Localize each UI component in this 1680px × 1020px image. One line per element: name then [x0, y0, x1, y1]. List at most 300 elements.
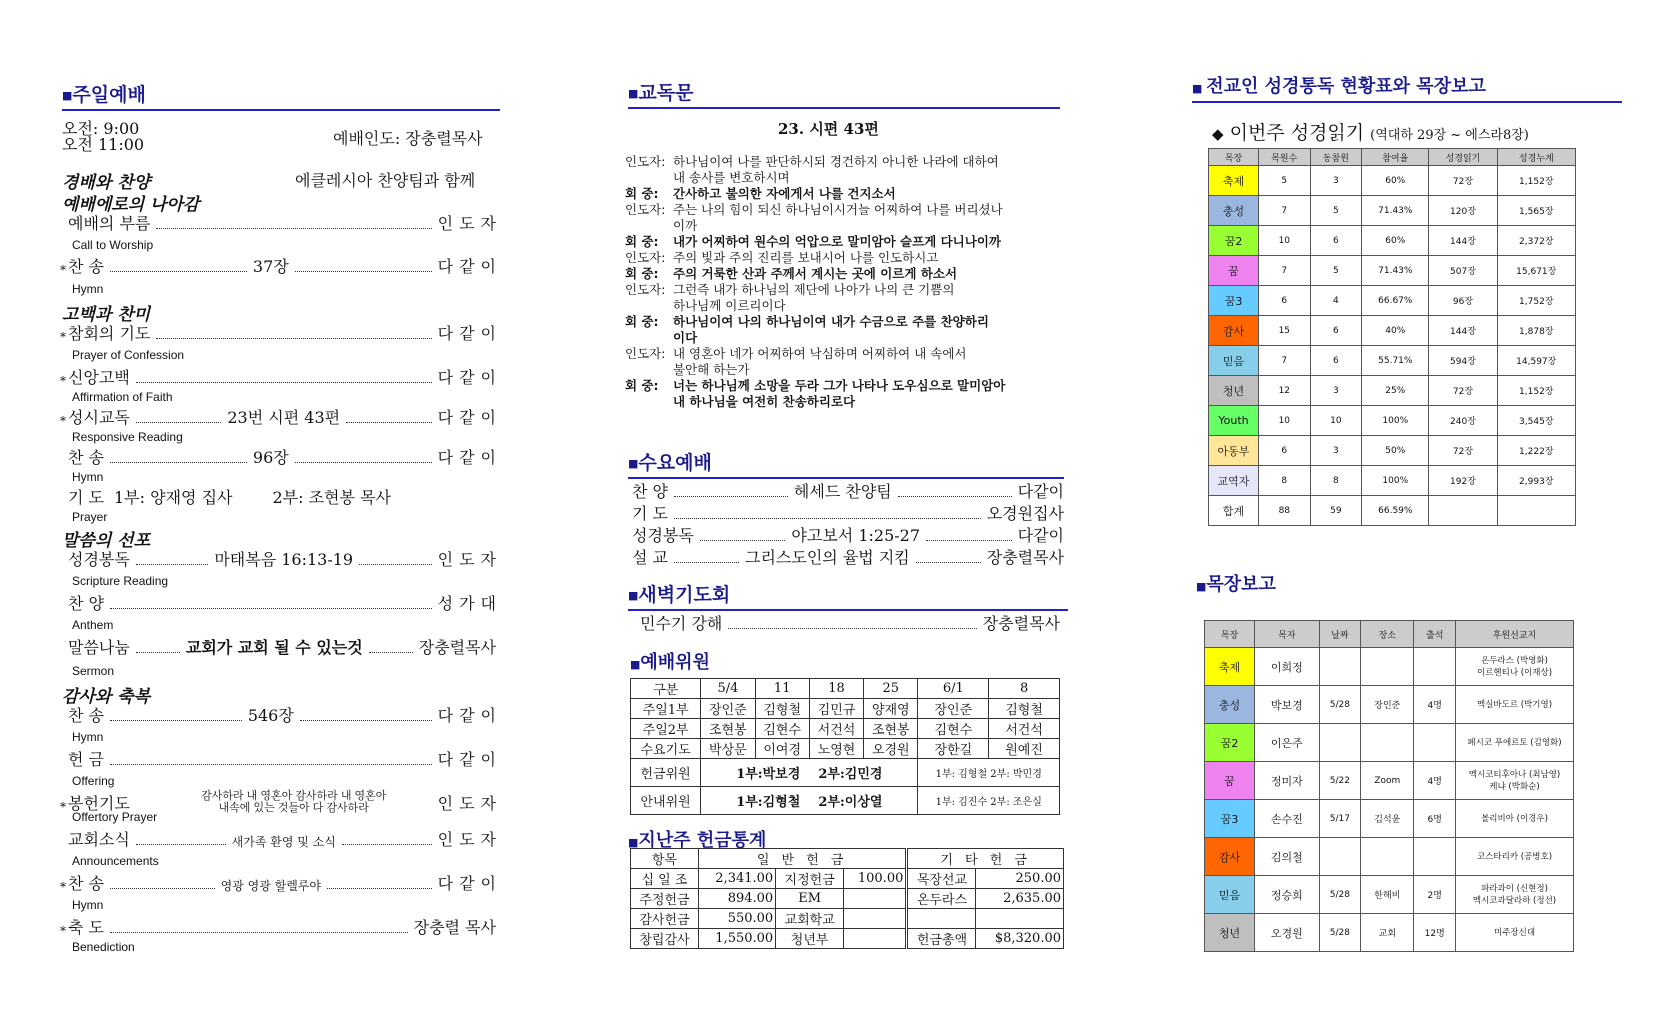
column-header: 목장 — [1209, 149, 1259, 166]
mission-cell — [1456, 762, 1574, 800]
cell-name: 충성 — [1205, 686, 1255, 724]
eng-prayer: Prayer — [72, 510, 108, 524]
mission-1: 멕실바도르 (박기영) — [1476, 699, 1553, 710]
table-cell: 헌금위원 — [631, 759, 701, 787]
table-cell: 5/28 — [1319, 876, 1361, 914]
table-row — [631, 849, 1064, 869]
table-cell: 2,341.00 — [698, 869, 775, 889]
table-cell: 주정헌금 — [631, 889, 699, 909]
order-call-to-worship: 예배의 부름 인도자 — [68, 214, 502, 233]
praise-team: 에클레시아 찬양팀과 함께 — [295, 171, 476, 190]
table-row — [631, 699, 1060, 719]
mission-1: 미주장신대 — [1493, 927, 1536, 938]
wed-leader: 다같이 — [1017, 526, 1064, 545]
table-cell: 장한길 — [918, 739, 989, 759]
eng-announcements: Announcements — [72, 854, 159, 868]
eng-sermon: Sermon — [72, 664, 115, 678]
table-row — [1209, 149, 1576, 166]
reading-text-cont: 이까 — [673, 218, 698, 233]
table-cell: 노영현 — [809, 739, 863, 759]
table-cell: 12 — [1259, 376, 1311, 406]
table-row — [631, 909, 1064, 929]
mission-2: 케냐 (박화순) — [1489, 781, 1540, 792]
table-cell — [907, 909, 976, 929]
table-row — [1209, 406, 1576, 436]
order-benediction: * 축 도 장충렬 목사 — [60, 918, 496, 938]
committee-title: ■예배위원 — [630, 652, 710, 673]
table-cell: 주일2부 — [631, 719, 701, 739]
cell-report-table — [1204, 620, 1574, 952]
reading-speaker: 회 중: — [625, 266, 659, 281]
table-cell: 25% — [1362, 376, 1429, 406]
cell-name: 충성 — [1209, 196, 1259, 226]
table-row — [1205, 724, 1574, 762]
table-cell: 6 — [1310, 316, 1362, 346]
reading-line — [625, 186, 1065, 202]
table-cell — [976, 909, 1064, 929]
offering-stats-table — [630, 848, 1064, 949]
eng-hymn-2: Hymn — [72, 470, 104, 484]
column-header: 기 타 헌 금 — [907, 849, 1064, 869]
table-cell: 100% — [1362, 406, 1429, 436]
eng-offering: Offering — [72, 774, 115, 788]
eng-confession: Prayer of Confession — [72, 348, 185, 362]
table-cell: 김형철 — [989, 699, 1060, 719]
table-row — [631, 929, 1064, 949]
table-cell: 4명 — [1414, 762, 1456, 800]
table-row — [1209, 226, 1576, 256]
order-announcements: 교회소식 새가족 환영 및 소식 인도자 — [68, 830, 503, 849]
table-cell — [1429, 496, 1497, 526]
reading-speaker: 회 중: — [625, 314, 659, 329]
table-cell: 헌금총액 — [907, 929, 976, 949]
table-cell: 71.43% — [1362, 196, 1429, 226]
category-confession: 고백과 찬미 — [62, 305, 151, 325]
table-cell — [1497, 496, 1575, 526]
table-cell: 김형철 — [755, 699, 809, 719]
wed-content: 헤세드 찬양팀 — [793, 482, 892, 501]
column-header: 8 — [989, 679, 1060, 699]
table-cell: 15 — [1259, 316, 1311, 346]
table-cell: EM — [776, 889, 844, 909]
table-cell: 장인준 — [918, 699, 989, 719]
table-cell: 양재영 — [864, 699, 918, 719]
table-cell: 10 — [1259, 406, 1311, 436]
table-cell: 십 일 조 — [631, 869, 699, 889]
table-row — [1209, 316, 1576, 346]
table-cell — [1414, 724, 1456, 762]
table-cell: 10 — [1259, 226, 1311, 256]
wed-item: 성경봉독 — [632, 526, 694, 545]
table-cell: 4명 — [1414, 686, 1456, 724]
order-scripture: 성경봉독 마태복음 16:13-19 인도자 — [68, 550, 502, 569]
dawn-prayer-title: ■새벽기도회 — [628, 580, 1068, 611]
leader-dots — [674, 518, 981, 519]
column-header: 출석 — [1414, 621, 1456, 648]
table-cell: 1,222장 — [1497, 436, 1575, 466]
column-header: 일 반 헌 금 — [698, 849, 906, 869]
table-cell: 6 — [1310, 226, 1362, 256]
table-cell: 창립감사 — [631, 929, 699, 949]
table-cell: 수요기도 — [631, 739, 701, 759]
table-cell: 1,565장 — [1497, 196, 1575, 226]
mission-1: 파라과이 (신현정) — [1481, 883, 1548, 894]
cell-name: 꿈3 — [1209, 286, 1259, 316]
table-row — [1205, 621, 1574, 648]
category-approach: 예배에로의 나아감 — [62, 195, 200, 215]
order-sermon: 말씀나눔 교회가 교회 될 수 있는것 장충렬목사 — [68, 638, 497, 657]
eng-scripture: Scripture Reading — [72, 574, 169, 588]
leader-dots — [674, 496, 788, 497]
table-cell: 정미자 — [1255, 762, 1320, 800]
table-row — [1205, 800, 1574, 838]
table-cell: 장인준 — [701, 699, 755, 719]
table-cell: 3 — [1310, 436, 1362, 466]
reading-text-cont: 내 하나님을 여전히 찬송하리로다 — [673, 394, 856, 409]
order-hymn-3: 찬 송 546장 다같이 — [68, 706, 502, 725]
table-cell: 김석윤 — [1361, 800, 1414, 838]
member-1: 1부:박보경 — [736, 767, 801, 782]
column-header: 후원선교지 — [1456, 621, 1574, 648]
cell-name: 감사 — [1205, 838, 1255, 876]
mission-1: 볼리비아 (이경우) — [1481, 813, 1548, 824]
mission-1: 온두라스 (박영화) — [1481, 655, 1548, 666]
table-cell: 지정헌금 — [776, 869, 844, 889]
cell-name: 믿음 — [1205, 876, 1255, 914]
table-cell: 894.00 — [698, 889, 775, 909]
reading-speaker: 인도자: — [625, 250, 666, 265]
bible-reading-title: ■ 전교인 성경통독 현황표와 목장보고 — [1192, 72, 1622, 103]
reading-text-cont: 내 송사를 변호하시며 — [673, 170, 790, 185]
table-cell: 이희정 — [1255, 648, 1320, 686]
table-row — [631, 787, 1060, 815]
reading-speaker: 회 중: — [625, 186, 659, 201]
table-cell: 5 — [1310, 256, 1362, 286]
cell-name: 아동부 — [1209, 436, 1259, 466]
table-cell: 김민규 — [809, 699, 863, 719]
responsive-reading-title: ■교독문 — [628, 78, 1060, 109]
order-hymn-2: 찬 송 96장 다같이 — [68, 448, 503, 467]
order-confession: * 참회의 기도 다같이 — [60, 324, 502, 344]
table-row — [1205, 762, 1574, 800]
wed-item: 기 도 — [632, 504, 668, 523]
reading-speaker: 인도자: — [625, 282, 666, 297]
reading-text: 내 영혼아 네가 어찌하여 낙심하며 어찌하여 내 속에서 — [673, 346, 967, 361]
table-cell: 5/28 — [1319, 914, 1361, 952]
wed-item: 찬 양 — [632, 482, 668, 501]
table-cell: 1,878장 — [1497, 316, 1575, 346]
table-row — [631, 869, 1064, 889]
table-cell: 6명 — [1414, 800, 1456, 838]
bible-reading-table — [1208, 148, 1576, 526]
mission-cell — [1456, 838, 1574, 876]
reading-text: 내가 어찌하여 원수의 억압으로 말미암아 슬프게 다니나이까 — [673, 234, 1001, 249]
table-cell: 3 — [1310, 376, 1362, 406]
table-cell: 1부: 김진수 2부: 조은실 — [918, 787, 1060, 815]
table-cell — [1319, 724, 1361, 762]
member-2: 2부:김민경 — [818, 767, 883, 782]
leader-dots — [926, 540, 1012, 541]
cell-name: 축제 — [1209, 166, 1259, 196]
column-header: 장소 — [1361, 621, 1414, 648]
column-header: 성경읽기 — [1429, 149, 1497, 166]
cell-name: 축제 — [1205, 648, 1255, 686]
table-cell: 1,550.00 — [698, 929, 775, 949]
column-header: 성경누계 — [1497, 149, 1575, 166]
table-cell — [1414, 648, 1456, 686]
reading-line — [625, 154, 1065, 186]
order-affirmation: * 신앙고백 다같이 — [60, 368, 502, 388]
order-hymn-1: * 찬 송 37장 다같이 — [60, 257, 503, 277]
table-row — [1209, 436, 1576, 466]
table-row — [1209, 466, 1576, 496]
table-cell — [1414, 838, 1456, 876]
table-cell: 10 — [1310, 406, 1362, 436]
table-cell: 66.67% — [1362, 286, 1429, 316]
wed-item: 설 교 — [632, 548, 668, 567]
reading-line — [625, 234, 1065, 250]
table-cell: 온두라스 — [907, 889, 976, 909]
leader-dots — [898, 496, 1012, 497]
worship-leader: 예배인도: 장충렬목사 — [333, 129, 483, 148]
cell-name: 꿈3 — [1205, 800, 1255, 838]
cell-report-title: ■목장보고 — [1196, 574, 1276, 595]
dawn-prayer-row: 민수기 강해 장충렬목사 — [640, 614, 1060, 633]
reading-text-cont: 이다 — [673, 330, 698, 345]
table-cell: 507장 — [1429, 256, 1497, 286]
wed-leader: 다같이 — [1017, 482, 1065, 501]
table-cell: 5 — [1259, 166, 1311, 196]
table-cell: 100% — [1362, 466, 1429, 496]
table-cell: Zoom — [1361, 762, 1414, 800]
column-header: 구분 — [631, 679, 701, 699]
eng-affirmation: Affirmation of Faith — [72, 390, 173, 404]
reading-text: 주의 빛과 주의 진리를 보내시어 나를 인도하시고 — [673, 250, 939, 265]
reading-text-cont: 하나님께 이르리이다 — [673, 298, 786, 313]
table-cell: 14,597장 — [1497, 346, 1575, 376]
mission-1: 페시코 푸에르토 (김영화) — [1467, 737, 1562, 748]
table-cell: 정승희 — [1255, 876, 1320, 914]
reading-line — [625, 346, 1065, 378]
table-cell: 주일1부 — [631, 699, 701, 719]
mission-2: 멕시코과달라하 (정선) — [1472, 895, 1557, 906]
mission-cell — [1456, 800, 1574, 838]
table-cell — [1361, 648, 1414, 686]
order-hymn-4: * 찬 송 영광 영광 할렐루야 다같이 — [60, 874, 502, 894]
cell-name: 믿음 — [1209, 346, 1259, 376]
table-cell — [701, 759, 918, 787]
sunday-worship-title: ■주일예배 — [62, 80, 500, 111]
table-cell: 71.43% — [1362, 256, 1429, 286]
service-time-1: 오전: 9:00 — [62, 119, 140, 138]
cell-name: 청년 — [1209, 376, 1259, 406]
table-cell: 감사헌금 — [631, 909, 699, 929]
reading-speaker: 회 중: — [625, 234, 659, 249]
column-header: 참여율 — [1362, 149, 1429, 166]
table-cell: 60% — [1362, 226, 1429, 256]
table-row — [631, 719, 1060, 739]
service-time-2: 오전 11:00 — [62, 135, 145, 154]
table-row — [1209, 196, 1576, 226]
table-cell — [1319, 648, 1361, 686]
reading-text: 그런즉 내가 하나님의 제단에 나아가 나의 큰 기쁨의 — [673, 282, 955, 297]
reading-text: 간사하고 불의한 자에게서 나를 건지소서 — [673, 186, 896, 201]
table-cell: 5/28 — [1319, 686, 1361, 724]
table-cell: 박상문 — [701, 739, 755, 759]
table-row — [1209, 346, 1576, 376]
table-cell: 목장선교 — [907, 869, 976, 889]
table-cell: 6 — [1259, 436, 1311, 466]
table-cell: 550.00 — [698, 909, 775, 929]
table-cell — [844, 889, 907, 909]
table-cell: 8 — [1310, 466, 1362, 496]
column-header: 목장 — [1205, 621, 1255, 648]
column-header: 25 — [864, 679, 918, 699]
table-cell: 원예진 — [989, 739, 1060, 759]
table-cell: 2,635.00 — [976, 889, 1064, 909]
table-cell: 72장 — [1429, 436, 1497, 466]
mission-1: 코스타리카 (공병호) — [1476, 851, 1553, 862]
table-cell: 594장 — [1429, 346, 1497, 376]
table-cell: 7 — [1259, 196, 1311, 226]
reading-text: 하나님이여 나의 하나님이여 내가 수금으로 주를 찬양하리 — [673, 314, 989, 329]
table-cell: 59 — [1310, 496, 1362, 526]
table-cell: 5/17 — [1319, 800, 1361, 838]
table-cell: 서건석 — [989, 719, 1060, 739]
table-cell: 240장 — [1429, 406, 1497, 436]
offering-stats-title: ■지난주 헌금통계 — [628, 830, 767, 851]
reading-line — [625, 314, 1065, 346]
category-thanks: 감사와 축복 — [62, 687, 151, 707]
table-cell: 김현수 — [918, 719, 989, 739]
table-cell: 8 — [1259, 466, 1311, 496]
table-cell: 72장 — [1429, 376, 1497, 406]
table-row — [1205, 876, 1574, 914]
table-cell: 4 — [1310, 286, 1362, 316]
table-cell: 청년부 — [776, 929, 844, 949]
reading-line — [625, 282, 1065, 314]
member-2: 2부:이상열 — [818, 795, 883, 810]
table-cell: 72장 — [1429, 166, 1497, 196]
eng-offertory-prayer: Offertory Prayer — [72, 810, 158, 824]
reading-speaker: 인도자: — [625, 346, 666, 361]
cell-name: 교역자 — [1209, 466, 1259, 496]
eng-responsive-reading: Responsive Reading — [72, 430, 183, 444]
table-cell: 3,545장 — [1497, 406, 1575, 436]
eng-hymn-4: Hymn — [72, 898, 104, 912]
reading-line — [625, 250, 1065, 266]
column-header: 18 — [809, 679, 863, 699]
praise-heading: 경배와 찬양 — [62, 173, 151, 193]
order-anthem: 찬 양 성가대 — [68, 594, 502, 613]
psalm-title: 23. 시편 43편 — [778, 120, 879, 138]
table-row — [1205, 838, 1574, 876]
leader-dots — [674, 562, 739, 563]
table-cell: 120장 — [1429, 196, 1497, 226]
table-cell: 2명 — [1414, 876, 1456, 914]
table-row — [1209, 256, 1576, 286]
table-row — [1209, 496, 1576, 526]
reading-text: 너는 하나님께 소망을 두라 그가 나타나 도우심으로 말미암아 — [673, 378, 1006, 393]
eng-call-to-worship: Call to Worship — [72, 238, 154, 252]
table-cell: 66.59% — [1362, 496, 1429, 526]
table-cell: 서건석 — [809, 719, 863, 739]
wednesday-row — [632, 524, 1064, 546]
table-cell: 144장 — [1429, 226, 1497, 256]
order-offertory-prayer: * 봉헌기도 감사하라 내 영혼아 감사하라 내 영혼아 내속에 있는 것들아 다 감사하라 인도자 — [60, 790, 502, 814]
table-cell: 안내위원 — [631, 787, 701, 815]
table-row — [631, 679, 1060, 699]
reading-speaker: 인도자: — [625, 154, 666, 169]
book-icon: ◆ — [1212, 125, 1224, 143]
table-cell: 100.00 — [844, 869, 907, 889]
table-cell: 5/22 — [1319, 762, 1361, 800]
column-header: 11 — [755, 679, 809, 699]
leader-dots — [916, 562, 981, 563]
cell-name: Youth — [1209, 406, 1259, 436]
table-cell: 오경원 — [1255, 914, 1320, 952]
table-cell: 교회 — [1361, 914, 1414, 952]
table-cell: 250.00 — [976, 869, 1064, 889]
column-header: 목자 — [1255, 621, 1320, 648]
mission-2: 이르헨티나 (이재상) — [1476, 667, 1553, 678]
leader-dots — [700, 540, 786, 541]
table-cell: 55.71% — [1362, 346, 1429, 376]
reading-speaker: 인도자: — [625, 202, 666, 217]
eng-hymn-1: Hymn — [72, 282, 104, 296]
table-cell: 교회학교 — [776, 909, 844, 929]
table-cell: 3 — [1310, 166, 1362, 196]
cell-name: 꿈 — [1205, 762, 1255, 800]
table-cell: 7 — [1259, 346, 1311, 376]
table-row — [631, 759, 1060, 787]
table-row — [631, 889, 1064, 909]
reading-speaker: 회 중: — [625, 378, 659, 393]
column-header: 목원수 — [1259, 149, 1311, 166]
table-cell: 88 — [1259, 496, 1311, 526]
wed-content: 그리스도인의 율법 지킴 — [745, 548, 910, 567]
cell-name: 꿈 — [1209, 256, 1259, 286]
wednesday-row — [632, 502, 1064, 524]
column-header: 동참원 — [1310, 149, 1362, 166]
table-cell: 2,993장 — [1497, 466, 1575, 496]
table-row — [1209, 166, 1576, 196]
table-cell — [1361, 724, 1414, 762]
order-offering: 헌 금 다같이 — [68, 750, 502, 769]
cell-name: 청년 — [1205, 914, 1255, 952]
table-cell: 50% — [1362, 436, 1429, 466]
table-cell: 2,372장 — [1497, 226, 1575, 256]
table-cell: 이여경 — [755, 739, 809, 759]
table-cell: 40% — [1362, 316, 1429, 346]
column-header: 항목 — [631, 849, 699, 869]
table-row — [1209, 286, 1576, 316]
reading-line — [625, 378, 1065, 410]
cell-name: 꿈2 — [1205, 724, 1255, 762]
column-header: 6/1 — [918, 679, 989, 699]
mission-1: 멕시코티후아나 (최남영) — [1468, 769, 1561, 780]
table-cell: 192장 — [1429, 466, 1497, 496]
table-cell: 손수진 — [1255, 800, 1320, 838]
wednesday-row — [632, 546, 1064, 568]
table-row — [1205, 686, 1574, 724]
table-cell: 1,152장 — [1497, 166, 1575, 196]
reading-line — [625, 202, 1065, 234]
table-cell: 12명 — [1414, 914, 1456, 952]
reading-line — [625, 266, 1065, 282]
table-row — [631, 739, 1060, 759]
mission-cell — [1456, 648, 1574, 686]
